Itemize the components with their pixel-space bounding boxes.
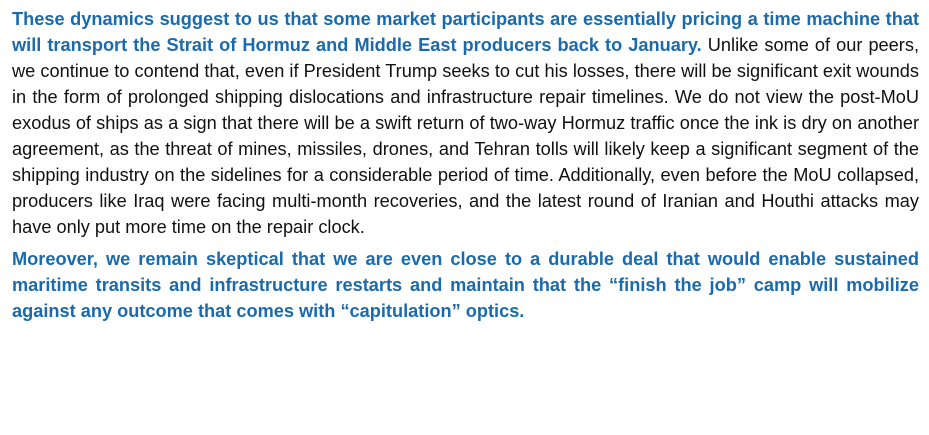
body-paragraph-text: Unlike some of our peers, we continue to contend that, even if President Trump seeks to cut his losses, there will be significant exit wounds in the form of prolonged shipping dislocations and infrastructure repair timelines. We do not view the post-MoU exodus of ships as a sign that there will be a swift return of two-way Hormuz traffic once the ink is dry on another agreement, as the threat of mines, missiles, drones, and Tehran tolls will likely keep a significant segment of the shipping industry on the sidelines for a considerable period of time. Additionally, even before the MoU collapsed, producers like Iraq were facing multi-month recoveries, and the latest round of Iranian and Houthi attacks may have only put more time on the repair clock. xyxy=(12,35,919,237)
closing-highlight-paragraph: Moreover, we remain skeptical that we are even close to a durable deal that would enable sustained maritime transits and infrastructure restarts and maintain that the “finish the job” camp will mobilize against any outcome that comes with “capitulation” optics. xyxy=(12,249,919,321)
lead-highlight-text: These dynamics suggest to us that some market participants are essentially pricing a time machine that will transport the Strait of Hormuz and Middle East producers back to January. xyxy=(12,9,919,55)
